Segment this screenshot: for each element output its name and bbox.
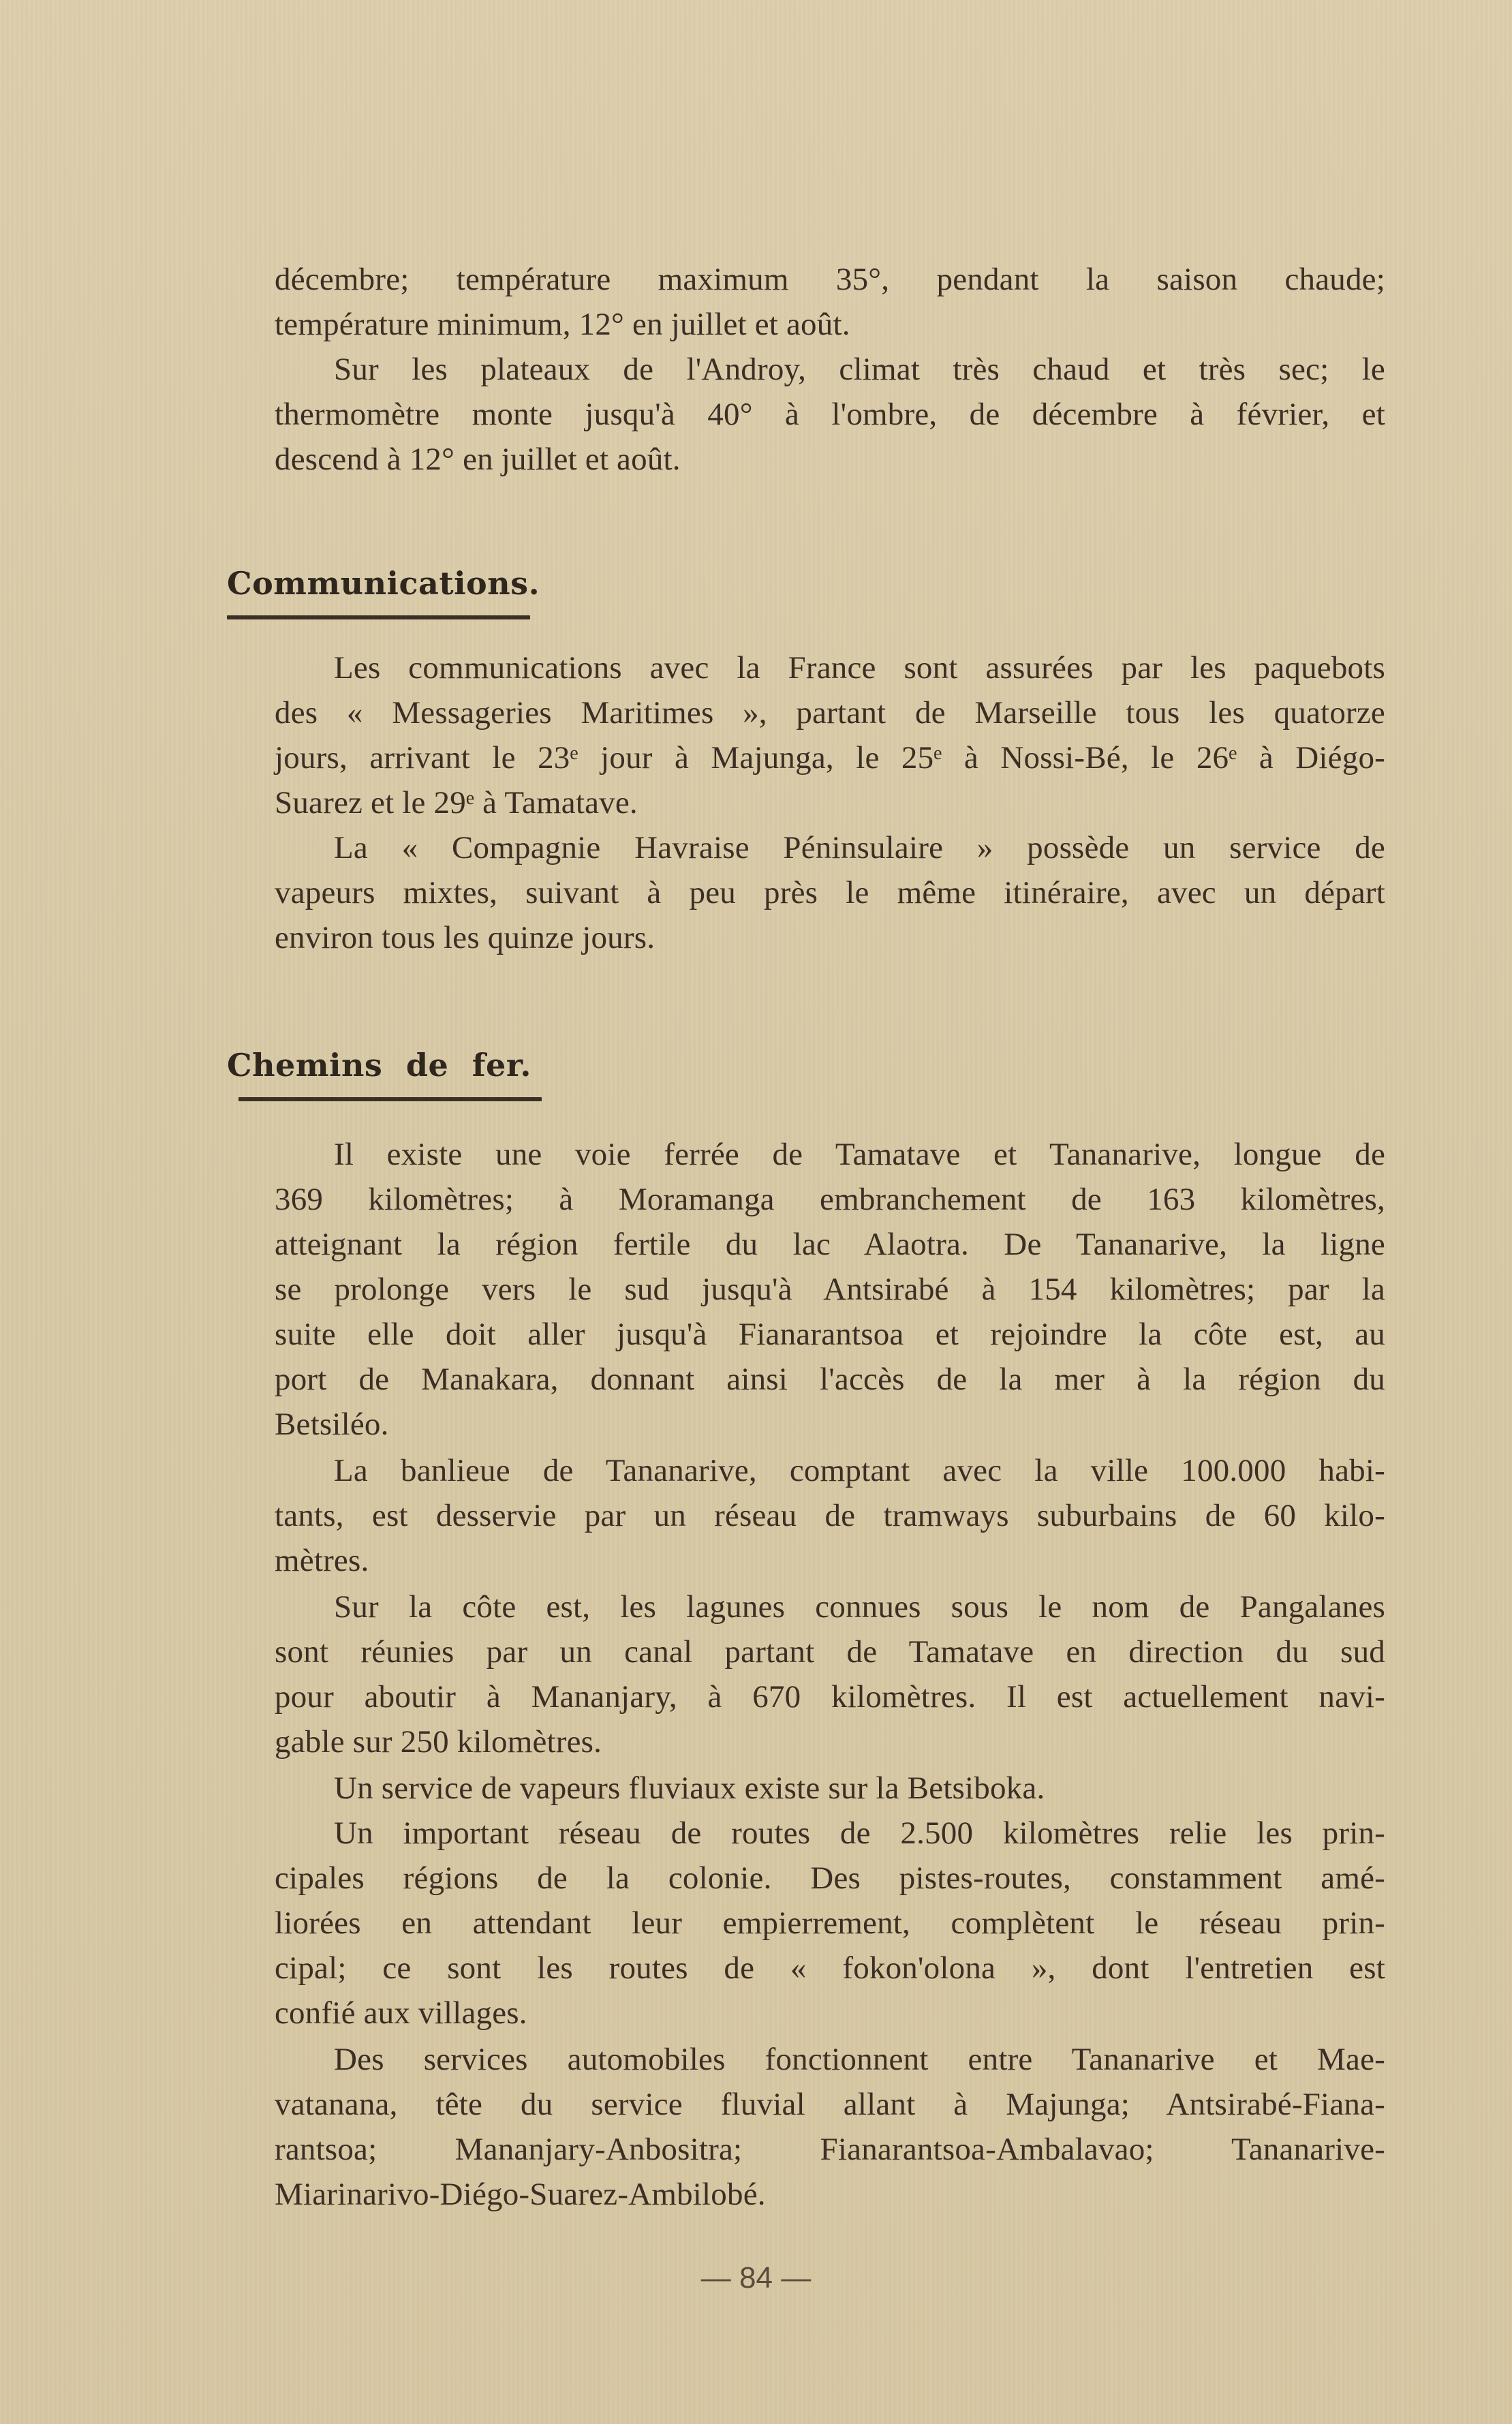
- heading-underline: [238, 1097, 542, 1101]
- text-line: décembre; température maximum 35°, pendant la saison chaude;: [275, 262, 1385, 297]
- text-line: vatanana, tête du service fluvial allant à Majunga; Antsirabé-Fiana-: [275, 2087, 1385, 2122]
- text-line: confié aux villages.: [275, 1995, 527, 2031]
- text-line: descend à 12° en juillet et août.: [275, 442, 681, 477]
- text-line: des « Messageries Maritimes », partant de Marseille tous les quatorze: [275, 695, 1385, 731]
- text-line: cipal; ce sont les routes de « fokon'olona », dont l'entretien est: [275, 1950, 1385, 1986]
- text-line: Sur les plateaux de l'Androy, climat très chaud et très sec; le: [334, 352, 1385, 387]
- text-line: vapeurs mixtes, suivant à peu près le même itinéraire, avec un départ: [275, 875, 1385, 910]
- text-line: port de Manakara, donnant ainsi l'accès de la mer à la région du: [275, 1362, 1385, 1397]
- text-line: La « Compagnie Havraise Péninsulaire » possède un service de: [334, 830, 1385, 865]
- text-line: température minimum, 12° en juillet et août.: [275, 307, 850, 342]
- page-number: — 84 —: [700, 2261, 812, 2295]
- text-line: Sur la côte est, les lagunes connues sous le nom de Pangalanes: [334, 1589, 1385, 1625]
- text-line: Un important réseau de routes de 2.500 kilomètres relie les prin-: [334, 1815, 1385, 1851]
- text-line: gable sur 250 kilomètres.: [275, 1724, 602, 1760]
- heading-underline: [227, 615, 530, 619]
- text-line: cipales régions de la colonie. Des pistes-routes, constamment amé-: [275, 1860, 1385, 1896]
- section-heading: Communications.: [227, 565, 540, 602]
- text-line: Un service de vapeurs fluviaux existe sur la Betsiboka.: [334, 1770, 1045, 1806]
- text-line: Betsiléo.: [275, 1407, 389, 1442]
- text-line: atteignant la région fertile du lac Alaotra. De Tananarive, la ligne: [275, 1227, 1385, 1262]
- text-line: tants, est desservie par un réseau de tramways suburbains de 60 kilo-: [275, 1498, 1385, 1533]
- text-line: mètres.: [275, 1543, 369, 1578]
- text-line: Miarinarivo-Diégo-Suarez-Ambilobé.: [275, 2177, 766, 2212]
- text-line: se prolonge vers le sud jusqu'à Antsirabé à 154 kilomètres; par la: [275, 1272, 1385, 1307]
- text-line: 369 kilomètres; à Moramanga embranchement de 163 kilomètres,: [275, 1182, 1385, 1217]
- text-line: liorées en attendant leur empierrement, complètent le réseau prin-: [275, 1905, 1385, 1941]
- text-line: pour aboutir à Mananjary, à 670 kilomètres. Il est actuellement navi-: [275, 1679, 1385, 1715]
- text-line: thermomètre monte jusqu'à 40° à l'ombre, de décembre à février, et: [275, 397, 1385, 432]
- text-line: suite elle doit aller jusqu'à Fianarantsoa et rejoindre la côte est, au: [275, 1317, 1385, 1352]
- text-line: La banlieue de Tananarive, comptant avec la ville 100.000 habi-: [334, 1453, 1385, 1488]
- text-line: jours, arrivant le 23ᵉ jour à Majunga, le 25ᵉ à Nossi-Bé, le 26ᵉ à Diégo-: [275, 740, 1385, 776]
- section-heading: Chemins de fer.: [227, 1047, 531, 1084]
- text-line: rantsoa; Mananjary-Anbositra; Fianarantsoa-Ambalavao; Tananarive-: [275, 2132, 1385, 2167]
- text-line: sont réunies par un canal partant de Tamatave en direction du sud: [275, 1634, 1385, 1670]
- text-line: Des services automobiles fonctionnent entre Tananarive et Mae-: [334, 2042, 1385, 2077]
- text-line: Les communications avec la France sont assurées par les paquebots: [334, 650, 1385, 686]
- text-line: Suarez et le 29ᵉ à Tamatave.: [275, 785, 638, 820]
- text-line: environ tous les quinze jours.: [275, 920, 655, 955]
- text-line: Il existe une voie ferrée de Tamatave et Tananarive, longue de: [334, 1137, 1385, 1172]
